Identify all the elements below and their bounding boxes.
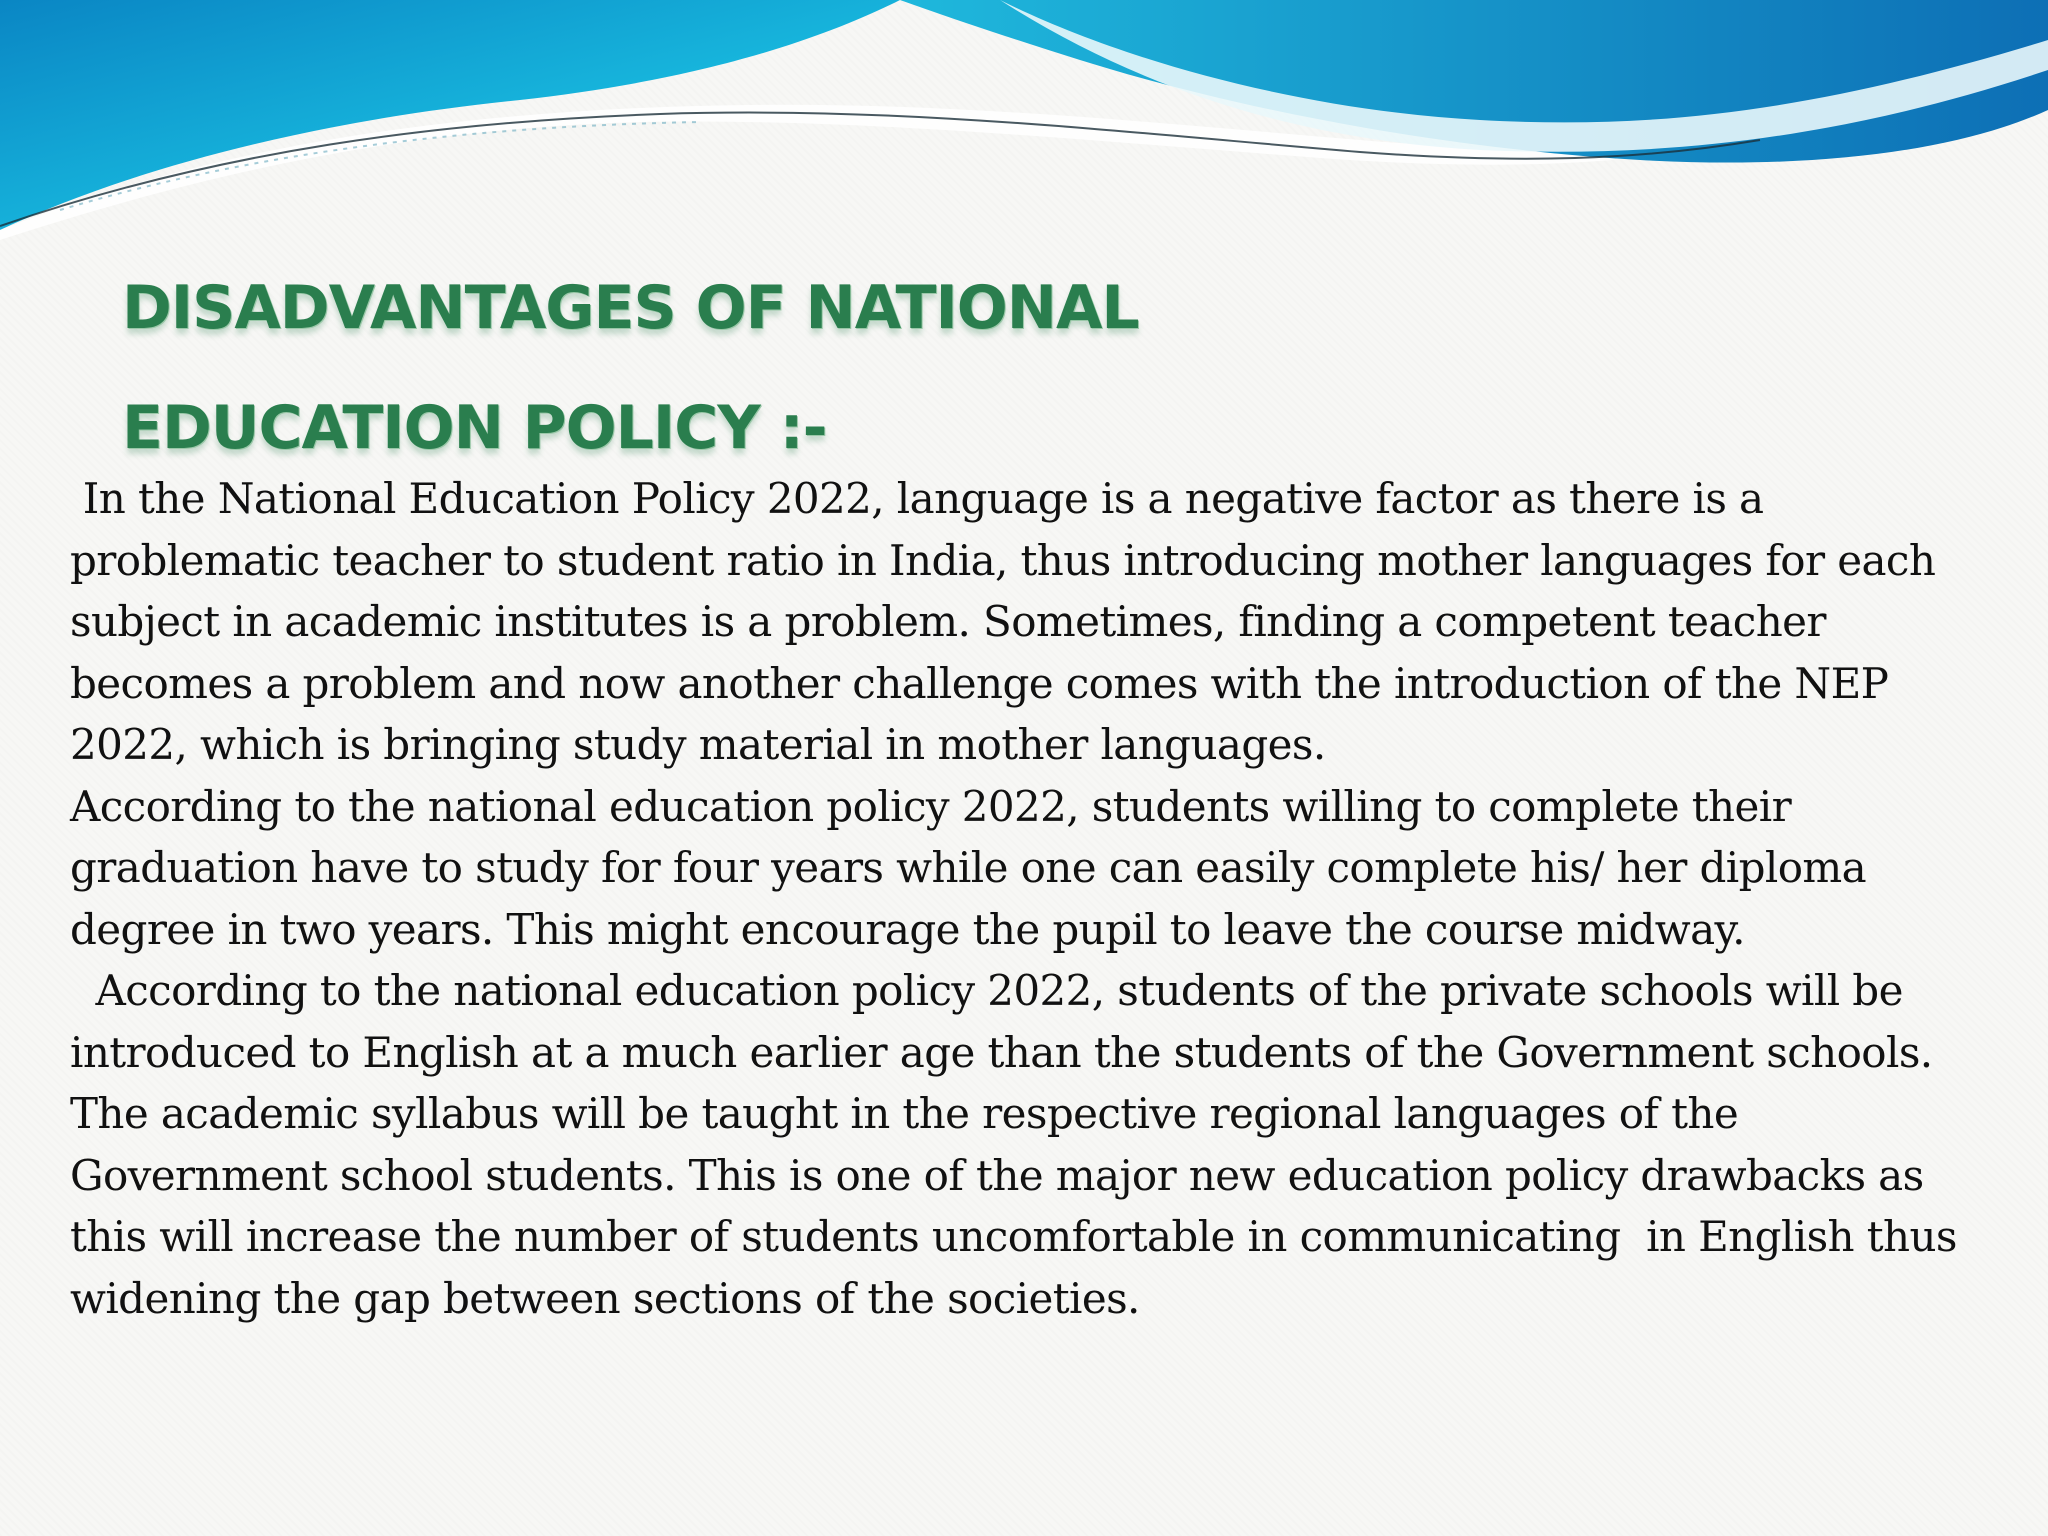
paragraph-language-factor: In the National Education Policy 2022, language is a negative factor as there is a problematic teacher to student ratio in India, thus introducing mother languages for each subject in academic institutes is a problem. Sometimes, finding a competent teacher becomes a problem and now another challenge comes with the introduction of the NEP 2022, which is bringing study material in mother languages. [70, 474, 1949, 769]
slide-title [122, 248, 1139, 488]
slide-title-line-1: DISADVANTAGES OF NATIONAL [122, 273, 1139, 343]
slide-title-line-2: EDUCATION POLICY :- [122, 393, 827, 463]
slide-body-text [70, 468, 2000, 1329]
paragraph-graduation-duration: According to the national education policy 2022, students willing to complete their graduation have to study for four years while one can easily complete his/ her diploma degree in two years. This might encourage the pupil to leave the course midway. [70, 781, 1879, 954]
header-wave-decoration [0, 0, 2048, 240]
paragraph-english-introduction: According to the national education policy 2022, students of the private schools will be introduced to English at a much earlier age than the students of the Government schools. The academic syllabus will be taught in the respective regional languages of the Government school students. This is one of the major new education policy drawbacks as this will increase the number of students uncomfortable in communicating in English thus widening the gap between sections of the societies. [70, 966, 1970, 1323]
